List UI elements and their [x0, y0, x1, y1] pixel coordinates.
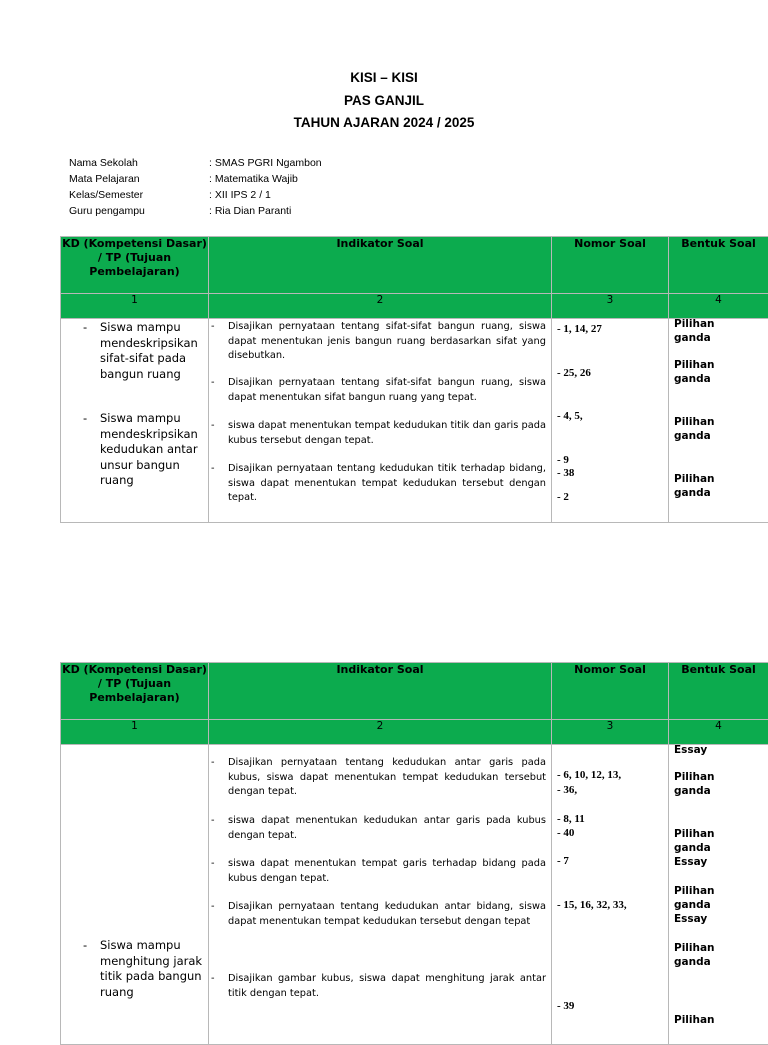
- indikator-text: siswa dapat menentukan tempat garis terhadap bidang pada kubus dengan tepat.: [228, 857, 546, 886]
- nomor-soal: - 39: [557, 1000, 574, 1012]
- bentuk-soal: Pilihan ganda: [674, 472, 724, 500]
- table-number-row: [61, 294, 768, 319]
- nomor-soal: - 1, 14, 27: [557, 323, 602, 335]
- nomor-cell: [552, 745, 669, 1045]
- bullet-dash: -: [211, 320, 215, 335]
- bullet-dash: -: [211, 419, 215, 434]
- nomor-soal: - 6, 10, 12, 13,: [557, 769, 621, 781]
- info-label: Nama Sekolah: [69, 157, 138, 169]
- bentuk-cell: [669, 319, 768, 523]
- indikator-cell: [209, 319, 552, 523]
- nomor-soal: - 38: [557, 467, 574, 479]
- indikator-text: Disajikan gambar kubus, siswa dapat menghitung jarak antar titik dengan tepat.: [228, 972, 546, 1001]
- nomor-soal: - 4, 5,: [557, 410, 583, 422]
- nomor-soal: - 36,: [557, 784, 577, 796]
- doc-subtitle: PAS GANJIL: [0, 93, 768, 108]
- bullet-dash: -: [83, 938, 87, 954]
- col-header-indikator: Indikator Soal: [209, 237, 552, 294]
- kd-text: Siswa mampu menghitung jarak titik pada bangun ruang: [100, 938, 205, 1000]
- nomor-soal: - 9: [557, 454, 569, 466]
- indikator-text: Disajikan pernyataan tentang sifat-sifat bangun ruang, siswa dapat menentukan jenis bangun ruang berdasarkan sifat yang disebutkan.: [228, 320, 546, 364]
- col-header-bentuk: Bentuk Soal: [669, 663, 768, 720]
- bullet-dash: -: [83, 320, 87, 336]
- col-header-nomor: Nomor Soal: [552, 237, 669, 294]
- col-header-kd: KD (Kompetensi Dasar) / TP (Tujuan Pembelajaran): [61, 237, 209, 294]
- col-number: 4: [669, 294, 768, 319]
- bentuk-soal: Pilihan ganda: [674, 770, 724, 798]
- col-number: 2: [209, 294, 552, 319]
- bentuk-soal: Pilihan ganda: [674, 317, 724, 345]
- indikator-text: Disajikan pernyataan tentang kedudukan titik terhadap bidang, siswa dapat menentukan tempat kedudukan tersebut dengan tepat.: [228, 462, 546, 506]
- bullet-dash: -: [211, 376, 215, 391]
- col-header-indikator: Indikator Soal: [209, 663, 552, 720]
- kd-cell: [61, 745, 209, 1045]
- bentuk-soal: Pilihan: [674, 1013, 715, 1027]
- doc-title: KISI – KISI: [0, 70, 768, 85]
- kisi-table-1: [60, 236, 768, 523]
- table-number-row: [61, 720, 768, 745]
- col-header-kd: KD (Kompetensi Dasar) / TP (Tujuan Pembelajaran): [61, 663, 209, 720]
- kd-cell: [61, 319, 209, 523]
- bentuk-soal: Pilihan ganda: [674, 415, 724, 443]
- nomor-soal: - 25, 26: [557, 367, 591, 379]
- bullet-dash: -: [211, 756, 215, 771]
- col-number: 1: [61, 720, 209, 745]
- bentuk-soal: Essay: [674, 743, 707, 757]
- info-value: : Ria Dian Paranti: [209, 205, 291, 217]
- indikator-text: siswa dapat menentukan tempat kedudukan titik dan garis pada kubus tersebut dengan tepat.: [228, 419, 546, 448]
- bentuk-soal: Pilihan ganda: [674, 358, 724, 386]
- col-header-bentuk: Bentuk Soal: [669, 237, 768, 294]
- col-number: 3: [552, 720, 669, 745]
- indikator-text: Disajikan pernyataan tentang kedudukan antar bidang, siswa dapat menentukan tempat kedudukan tersebut dengan tepat: [228, 900, 546, 929]
- indikator-text: Disajikan pernyataan tentang kedudukan antar garis pada kubus, siswa dapat menentukan tempat kedudukan tersebut dengan tepat.: [228, 756, 546, 800]
- bentuk-soal: Pilihan ganda: [674, 827, 724, 855]
- nomor-soal: - 7: [557, 855, 569, 867]
- bullet-dash: -: [211, 462, 215, 477]
- bentuk-soal: Essay: [674, 912, 707, 926]
- bullet-dash: -: [83, 411, 87, 427]
- info-label: Kelas/Semester: [69, 189, 143, 201]
- indikator-text: Disajikan pernyataan tentang sifat-sifat bangun ruang, siswa dapat menentukan sifat bangun ruang yang tepat.: [228, 376, 546, 405]
- info-value: : SMAS PGRI Ngambon: [209, 157, 322, 169]
- info-value: : XII IPS 2 / 1: [209, 189, 271, 201]
- col-number: 4: [669, 720, 768, 745]
- bullet-dash: -: [211, 900, 215, 915]
- info-label: Mata Pelajaran: [69, 173, 140, 185]
- table-header-row: [61, 237, 768, 294]
- kd-text: Siswa mampu mendeskripsikan kedudukan antar unsur bangun ruang: [100, 411, 205, 489]
- bullet-dash: -: [211, 857, 215, 872]
- table-row: [61, 319, 768, 523]
- info-label: Guru pengampu: [69, 205, 145, 217]
- info-value: : Matematika Wajib: [209, 173, 298, 185]
- nomor-soal: - 15, 16, 32, 33,: [557, 899, 627, 911]
- bentuk-soal: Essay: [674, 855, 707, 869]
- nomor-cell: [552, 319, 669, 523]
- col-header-nomor: Nomor Soal: [552, 663, 669, 720]
- col-number: 2: [209, 720, 552, 745]
- table-header-row: [61, 663, 768, 720]
- bullet-dash: -: [211, 972, 215, 987]
- indikator-text: siswa dapat menentukan kedudukan antar garis pada kubus dengan tepat.: [228, 814, 546, 843]
- kisi-table-2: [60, 662, 768, 1045]
- indikator-cell: [209, 745, 552, 1045]
- nomor-soal: - 8, 11: [557, 813, 585, 825]
- bentuk-cell: [669, 745, 768, 1045]
- bullet-dash: -: [211, 814, 215, 829]
- table-row: [61, 745, 768, 1045]
- kd-text: Siswa mampu mendeskripsikan sifat-sifat pada bangun ruang: [100, 320, 205, 382]
- doc-year: TAHUN AJARAN 2024 / 2025: [0, 115, 768, 130]
- nomor-soal: - 40: [557, 827, 574, 839]
- bentuk-soal: Pilihan ganda: [674, 884, 724, 912]
- col-number: 1: [61, 294, 209, 319]
- bentuk-soal: Pilihan ganda: [674, 941, 724, 969]
- nomor-soal: - 2: [557, 491, 569, 503]
- col-number: 3: [552, 294, 669, 319]
